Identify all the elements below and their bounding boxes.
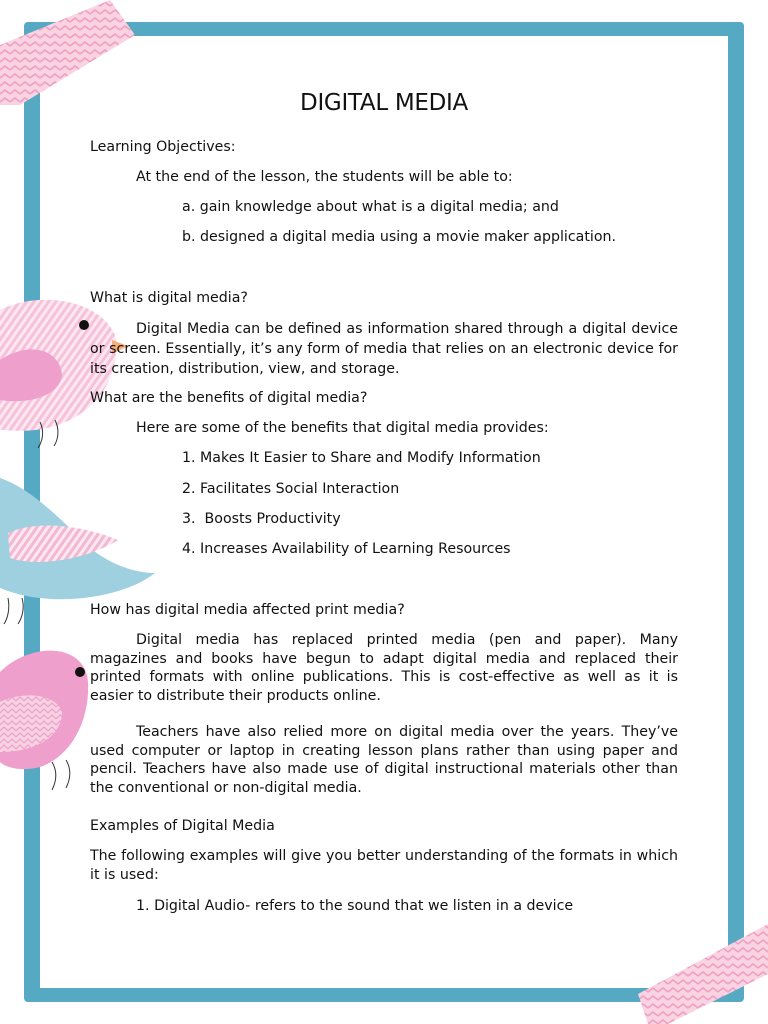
objectives-heading: Learning Objectives: bbox=[90, 139, 236, 155]
example-item-1-term: Digital Audio bbox=[154, 898, 246, 914]
objective-item-a: a. gain knowledge about what is a digital media; and bbox=[182, 199, 559, 215]
washi-tape-bottom-right bbox=[628, 914, 768, 1024]
print-media-para-1: Digital media has replaced printed media (pen and paper). Many magazines and books have begun to adapt digital media and replaced their printed formats with online publications. This is cost-effective as well as it is easier to distribute their products online. bbox=[90, 632, 678, 704]
examples-intro: The following examples will give you better understanding of the formats in which it is used: bbox=[90, 848, 678, 883]
benefits-intro: Here are some of the benefits that digital media provides: bbox=[136, 420, 549, 436]
example-item-1 bbox=[136, 897, 573, 916]
benefit-item-3: 3. Boosts Productivity bbox=[182, 511, 341, 527]
what-is-heading: What is digital media? bbox=[90, 290, 248, 306]
benefit-item-1: 1. Makes It Easier to Share and Modify Information bbox=[182, 450, 541, 466]
example-item-1-number: 1. bbox=[136, 898, 150, 914]
examples-heading: Examples of Digital Media bbox=[90, 818, 275, 834]
benefit-item-2: 2. Facilitates Social Interaction bbox=[182, 481, 400, 497]
print-media-para-2: Teachers have also relied more on digital media over the years. They’ve used computer or laptop in creating lesson plans rather than using paper and pencil. Teachers have also made use of digital instructional materials other than the conventional or non-digital media. bbox=[90, 724, 678, 796]
benefit-item-4: 4. Increases Availability of Learning Resources bbox=[182, 541, 511, 557]
objective-item-b: b. designed a digital media using a movie maker application. bbox=[182, 229, 617, 245]
example-item-1-text: - refers to the sound that we listen in a device bbox=[245, 898, 574, 914]
what-is-body: Digital Media can be defined as information shared through a digital device or screen. Essentially, it’s any form of media that relies on an electronic device for its creation, distribution, view, and storage. bbox=[90, 321, 678, 377]
print-media-heading: How has digital media affected print media? bbox=[90, 602, 405, 618]
pink-bird-bottom bbox=[0, 642, 100, 792]
benefits-heading: What are the benefits of digital media? bbox=[90, 390, 368, 406]
objectives-intro: At the end of the lesson, the students will be able to: bbox=[136, 169, 513, 185]
page-title: DIGITAL MEDIA bbox=[300, 90, 468, 116]
